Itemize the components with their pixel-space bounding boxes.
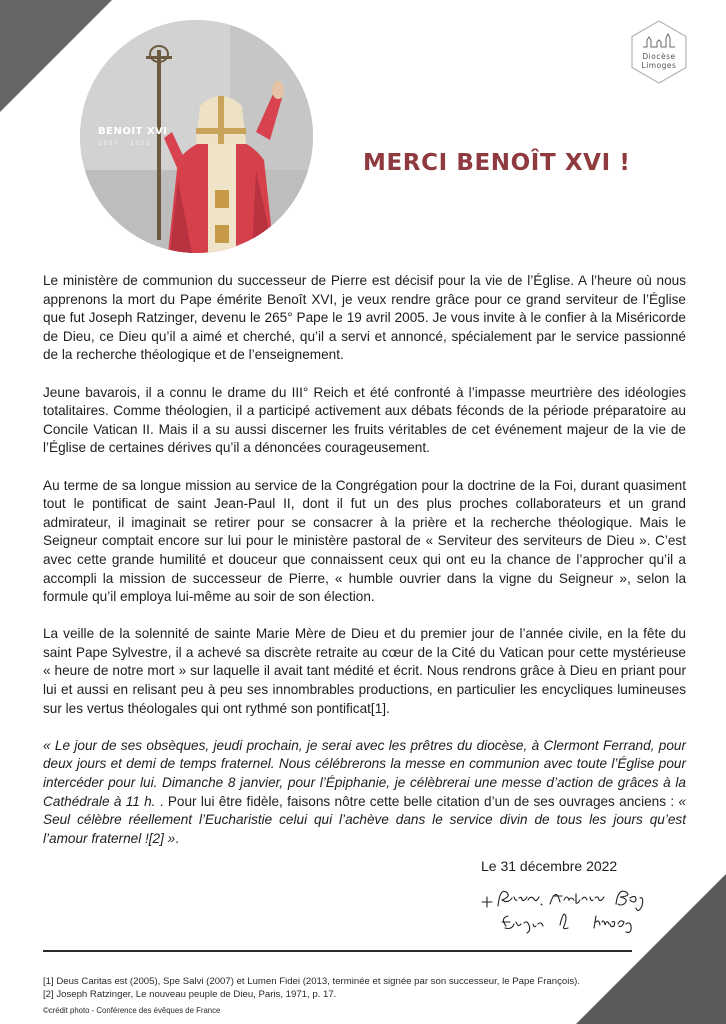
photo-credit: ©crédit photo - Conférence des évêques de France xyxy=(43,1006,221,1015)
quote-part-3: « Seul célèbre réellement l’Eucharistie celui qui l’achève dans le service divin de tous les jours qu’est l’amour fraternel ![2] » xyxy=(43,793,686,846)
photo-caption-name: BENOIT XVI xyxy=(98,126,168,137)
footnotes xyxy=(43,976,663,1001)
quote-paragraph xyxy=(43,737,686,849)
paragraph-4: La veille de la solennité de sainte Marie Mère de Dieu et du premier jour de l’année civile, en la fête du saint Pape Sylvestre, il a achevé sa discrète retraite au cœur de la Cité du Vatican pour cette mystérieuse « heure de notre mort » sur laquelle il avait tant médité et écrit. Nous rendrons grâce à Dieu en priant pour lui et aussi en relisant peu à peu ses innombrables productions, en particulier les encycliques lumineuses sur les vertus théologales qui ont rythmé son pontificat[1]. xyxy=(43,626,686,716)
paragraph-2: Jeune bavarois, il a connu le drame du III° Reich et été confronté à l’impasse meurtrière des idéologies totalitaires. Comme théologien, il a participé activement aux débats féconds de la période préparatoire au Concile Vatican II. Mais il a su aussi discerner les fruits véritables de cet événement majeur de la vie de l’Église de certaines dérives qu’il a dénoncées courageusement. xyxy=(43,384,686,456)
logo-text-diocese: Diocèse xyxy=(642,52,676,61)
paragraph-3: Au terme de sa longue mission au service de la Congrégation pour la doctrine de la Foi, durant quasiment tout le pontificat de saint Jean-Paul II, dont il fut un des plus proches collaborateurs et un grand admirateur, il imaginait se retirer pour se consacrer à la prière et la recherche théologique. Mais le Seigneur comptait encore sur lui pour le ministère pastoral de « Serviteur des serviteurs de Dieu ». C’est avec cette grande humilité et douceur que connaissent ceux qui ont eu la chance de l’approcher qu’il a accompli la mission de successeur de Pierre, « humble ouvrier dans la vigne du Seigneur », selon la formule qu’il employa lui-même au soir de son élection. xyxy=(43,477,686,605)
pope-photo xyxy=(80,20,313,253)
footnote-divider xyxy=(43,950,632,952)
footnote-1: [1] Deus Caritas est (2005), Spe Salvi (2007) et Lumen Fidei (2013, terminée et signée par son successeur, le Pape François). xyxy=(43,976,580,987)
page-title: MERCI BENOÎT XVI ! xyxy=(363,150,631,176)
letter-body xyxy=(43,272,686,867)
photo-caption-years: 1927 - 2022 xyxy=(98,140,152,147)
footnote-2: [2] Joseph Ratzinger, Le nouveau peuple de Dieu, Paris, 1971, p. 17. xyxy=(43,988,337,1000)
quote-part-1: « Le jour de ses obsèques, jeudi prochain, je serai avec les prêtres du diocèse, à Clermont Ferrand, pour deux jours et demi de temps fraternel. Nous célébrerons la messe en communion avec toute l’Église pour intercéder pour lui. Dimanche 8 janvier, pour l’Épiphanie, je célèbrerai une messe d’action de grâces à la Cathédrale à 11 h. xyxy=(43,737,686,809)
letter-date: Le 31 décembre 2022 xyxy=(481,858,618,874)
paragraph-1: Le ministère de communion du successeur de Pierre est décisif pour la vie de l’Église. A l’heure où nous apprenons la mort du Pape émérite Benoît XVI, je veux rendre grâce pour ce grand serviteur de l’Église que fut Joseph Ratzinger, devenu le 265° Pape le 19 avril 2005. Je vous invite à le confier à la Miséricorde de Dieu, ce Dieu qu’il a aimé et cherché, qu’il a servi et annoncé, spécialement par le service passionné de la recherche théologique et de l’enseignement. xyxy=(43,273,686,363)
diocese-logo xyxy=(630,20,688,84)
quote-part-2: . Pour lui être fidèle, faisons nôtre cette belle citation d’un de ses ouvrages anciens : xyxy=(155,793,679,809)
handwritten-signature xyxy=(478,878,658,940)
logo-text-limoges: Limoges xyxy=(641,61,677,70)
quote-part-4: . xyxy=(175,830,180,846)
